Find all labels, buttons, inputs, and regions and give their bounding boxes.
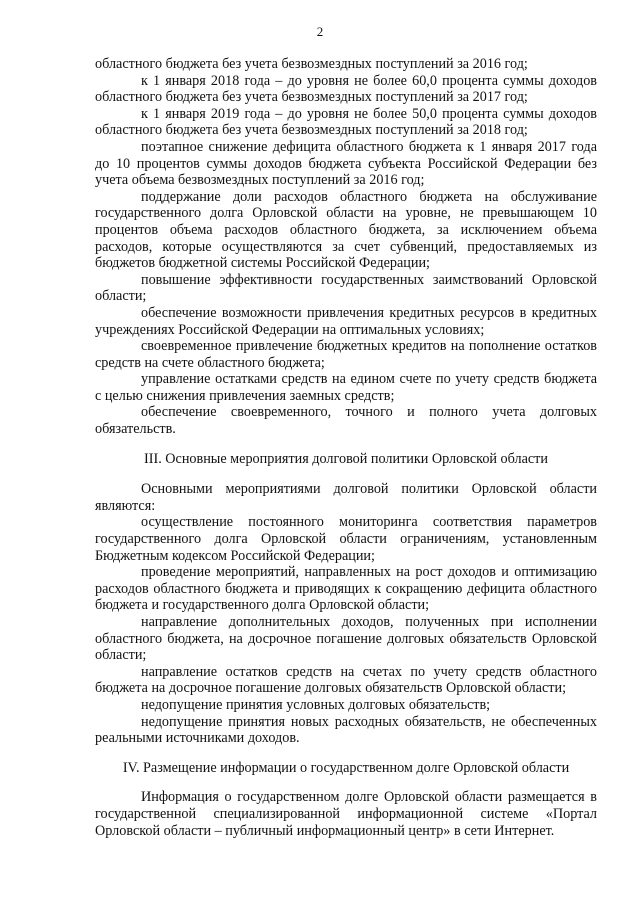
paragraph: своевременное привлечение бюджетных кредитов на пополнение остатков средств на счете областного бюджета; bbox=[95, 338, 597, 371]
paragraph: направление остатков средств на счетах по учету средств областного бюджета на досрочное погашение долговых обязательств Орловской области; bbox=[95, 663, 597, 697]
paragraph: Информация о государственном долге Орловской области размещается в государственной специализированной информационной системе «Портал Орловской области – публичный информационный центр» в сети Интернет. bbox=[95, 789, 597, 839]
paragraph: проведение мероприятий, направленных на рост доходов и оптимизацию расходов областного бюджета и приводящих к сокращению дефицита областного бюджета и государственного долга Орловской области; bbox=[95, 564, 597, 614]
paragraph: к 1 января 2019 года – до уровня не более 50,0 процента суммы доходов областного бюджета без учета безвозмездных поступлений за 2018 год; bbox=[95, 105, 597, 139]
section-heading-3: III. Основные мероприятия долговой политики Орловской области bbox=[144, 450, 548, 467]
section-heading-4: IV. Размещение информации о государственном долге Орловской области bbox=[122, 759, 570, 776]
paragraph: Основными мероприятиями долговой политики Орловской области являются: bbox=[95, 481, 597, 514]
paragraph: недопущение принятия новых расходных обязательств, не обеспеченных реальными источниками доходов. bbox=[95, 713, 597, 747]
paragraph: повышение эффективности государственных заимствований Орловской области; bbox=[95, 271, 597, 305]
paragraph: областного бюджета без учета безвозмездных поступлений за 2016 год; bbox=[95, 56, 528, 72]
paragraph: поддержание доли расходов областного бюджета на обслуживание государственного долга Орловской области на уровне, не превышающем 10 процентов объема расходов областного бюджета, за исключением объема расходов, которые осуществляются за счет субвенций, предоставляемых из бюджетов бюджетной системы Российской Федерации; bbox=[95, 188, 597, 272]
paragraph: обеспечение своевременного, точного и полного учета долговых обязательств. bbox=[95, 404, 597, 438]
document-body bbox=[95, 56, 597, 839]
paragraph: осуществление постоянного мониторинга соответствия параметров государственного долга Орловской области ограничениям, установленным Бюджетным кодексом Российской Федерации; bbox=[95, 514, 597, 564]
paragraph: к 1 января 2018 года – до уровня не более 60,0 процента суммы доходов областного бюджета без учета безвозмездных поступлений за 2017 год; bbox=[95, 72, 597, 106]
paragraph: недопущение принятия условных долговых обязательств; bbox=[141, 696, 491, 713]
paragraph: поэтапное снижение дефицита областного бюджета к 1 января 2017 года до 10 процентов суммы доходов бюджета субъекта Российской Федерации без учета объема безвозмездных поступлений за 2016 год; bbox=[95, 138, 597, 189]
paragraph: обеспечение возможности привлечения кредитных ресурсов в кредитных учреждениях Российской Федерации на оптимальных условиях; bbox=[95, 304, 597, 338]
page-number: 2 bbox=[316, 24, 324, 39]
paragraph: направление дополнительных доходов, полученных при исполнении областного бюджета, на досрочное погашение долговых обязательств Орловской области; bbox=[95, 614, 597, 664]
paragraph: управление остатками средств на едином счете по учету средств бюджета с целью снижения привлечения заемных средств; bbox=[95, 371, 597, 404]
